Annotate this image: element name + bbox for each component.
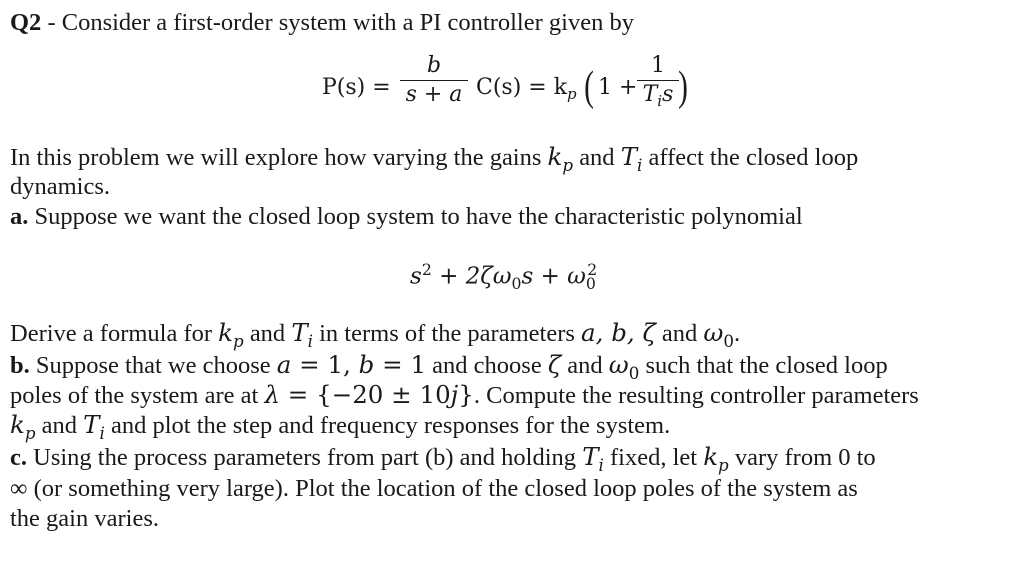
integral-numerator: 1	[651, 53, 665, 78]
right-paren: )	[678, 64, 688, 110]
part-c-line-3: the gain varies.	[10, 505, 159, 532]
paragraph-line-2: dynamics.	[10, 173, 111, 200]
characteristic-polynomial: $s^2 + 2\zeta\omega_0s + \omega_0^2$	[410, 260, 598, 294]
question-intro: - Consider a first-order system with a PI controller given by	[41, 9, 634, 36]
part-a-label: a.	[10, 203, 29, 230]
part-b-line-1: b. Suppose that we choose a = 1, b = 1 and choose ζ and $\omega_0$ such that the closed loop	[10, 350, 888, 383]
part-b-label: b.	[10, 352, 30, 379]
plant-fraction-bar	[400, 80, 468, 81]
ti-symbol: $T_i$	[620, 142, 643, 175]
plant-fraction	[400, 54, 468, 107]
part-b-line-2: poles of the system are at λ = {−20 ± 10j}. Compute the resulting controller parameters	[10, 380, 919, 409]
controller-lhs: $C(s) = k_p$	[476, 75, 577, 104]
left-paren: (	[584, 64, 594, 110]
plant-lhs: P(s) =	[322, 75, 391, 100]
part-b-line-3: $k_p$ and $T_i$ and plot the step and frequency responses for the system.	[10, 410, 671, 443]
paragraph-line-1: In this problem we will explore how varying the gains $k_p$ and $T_i$ affect the closed loop	[10, 142, 859, 175]
kp-symbol: $k_p$	[547, 142, 574, 175]
part-c-label: c.	[10, 444, 27, 471]
integral-fraction-bar	[637, 80, 679, 81]
integral-fraction	[637, 54, 679, 114]
plant-numerator: b	[426, 53, 442, 78]
question-label: Q2	[10, 9, 42, 36]
part-c-line-2: ∞ (or something very large). Plot the location of the closed loop poles of the system as	[10, 475, 858, 502]
integral-denominator: $T_is$	[642, 82, 674, 111]
question-header	[10, 8, 634, 38]
controller-one-plus: 1 +	[598, 75, 638, 100]
part-a-line: a. Suppose we want the closed loop system to have the characteristic polynomial	[10, 203, 803, 230]
plant-denominator: s + a	[405, 82, 463, 108]
part-a-derive-line: Derive a formula for $k_p$ and $T_i$ in terms of the parameters a, b, ζ and $\omega_0$.	[10, 318, 741, 351]
part-c-line-1: c. Using the process parameters from part (b) and holding $T_i$ fixed, let $k_p$ vary from 0 to	[10, 442, 876, 475]
